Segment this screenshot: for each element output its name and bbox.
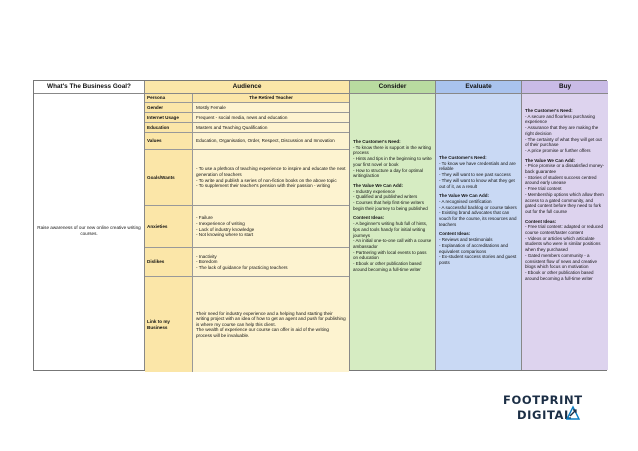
audience-row-values [145, 133, 349, 150]
audience-row-link-to-business [145, 277, 349, 372]
audience-row-internet-usage [145, 113, 349, 123]
footprint-arrow-icon [565, 405, 581, 421]
audience-row-label: Persona [145, 94, 193, 102]
audience-row-label: Education [145, 123, 193, 132]
evaluate-value-list: - A recognised certification - A successful backlog or course takers - Existing brand advocates that can vouch for the course, its resources and teachers [439, 198, 517, 227]
buy-value-heading: The Value We Can Add: [525, 157, 576, 163]
audience-row-label: Goals/Wants [145, 150, 193, 205]
column-audience [145, 81, 350, 370]
audience-row-label: Link to my Business [145, 277, 193, 372]
logo-line-2: DIGITAL [517, 408, 572, 422]
audience-row-label: Dislikes [145, 248, 193, 276]
consider-value-heading: The Value We Can Add: [353, 182, 404, 188]
logo-line-1: FOOTPRINT [503, 393, 583, 407]
audience-row-label: Anxieties [145, 206, 193, 247]
audience-row-value: Masters and Teaching Qualification [193, 123, 349, 132]
audience-row-anxieties [145, 206, 349, 248]
consider-content-list: - A beginner's writing hub full of hints, tips and tools handy for initial writing journeys - An initial one-to-one call with a course ambassador - Partnering with local events to pass on education - Ebook or other publication based around becoming a full-time writer [353, 221, 432, 272]
audience-row-gender [145, 103, 349, 113]
audience-row-label: Values [145, 133, 193, 149]
consider-content-heading: Content Ideas: [353, 215, 385, 221]
buy-content-list: - Free trial content: adapted or reduced course content/taster content - Videos or articles which articulate students who were in similar positions when they purchased - Gated members community - a consistent flow of news and creative blogs which focus on motivation - Ebook or other publication based around becoming a full-time writer [525, 224, 604, 281]
buy-need-list: - A secure and floorless purchasing experience - Assurance that they are making the right decision - The certainty of what they will get out of their purchase - A price promise or further offers [525, 113, 602, 153]
funnel-table [33, 80, 607, 371]
evaluate-need-list: - To know we have credentials and are reliable - They will want to see past success - They will want to know what they get out of it, as a result [439, 160, 516, 189]
business-goal-text: Raise awareness of our new online creative writing courses. [37, 225, 141, 237]
audience-row-value: Mostly Female [193, 103, 349, 112]
buy-need-heading: The Customer's Need: [525, 108, 573, 113]
header-consider: Consider [350, 81, 435, 94]
header-audience: Audience [145, 81, 349, 94]
header-evaluate: Evaluate [436, 81, 521, 94]
consider-need-list: - To know there is support in the writing process - Hints and tips in the beginning to write your first novel or book - How to structure a day for optimal writing/action [353, 144, 432, 179]
column-business-goal [34, 81, 145, 370]
footprint-digital-logo [503, 393, 598, 429]
evaluate-value-heading: The Value We Can Add: [439, 193, 490, 199]
column-buy [522, 81, 608, 370]
audience-table [145, 94, 349, 370]
header-business-goal: What's The Business Goal? [34, 81, 144, 94]
column-evaluate [436, 81, 522, 370]
audience-row-label: Gender [145, 103, 193, 112]
evaluate-content-list: - Reviews and testimonials - Explanation of accreditations and equivalent comparisons - Ex-student success stories and guest posts [439, 237, 517, 265]
audience-row-label: Internet Usage [145, 113, 193, 122]
audience-row-value: - Inactivity - Boredom - The lack of guidance for practicing teachers [193, 248, 349, 276]
audience-row-value: Their need for industry experience and a helping hand starting their writing project with an idea of how to get an agent and push for publishing is where my course can help this client. The wealth of experience our course can offer in aid of the writing process will be invaluable. [193, 277, 349, 372]
audience-row-persona [145, 94, 349, 103]
audience-row-dislikes [145, 248, 349, 277]
consider-text [353, 139, 432, 272]
header-buy: Buy [522, 81, 608, 94]
evaluate-need-heading: The Customer's Need: [439, 155, 487, 160]
audience-row-value: Frequent - social media, news and education [193, 113, 349, 122]
audience-row-education [145, 123, 349, 133]
consider-value-list: - Industry experience - Qualified and published writers - Courses that help first-time writers begin their journey to being published [353, 188, 428, 211]
consider-need-heading: The Customer's Need: [353, 139, 401, 144]
evaluate-content-heading: Content Ideas: [439, 231, 471, 237]
audience-row-value: - Failure - Inexperience of writing - Lack of industry knowledge - Not knowing where to start [193, 206, 349, 247]
buy-value-list: - Price promise or a dissatisfied money-back guarantee - Stories of student success centred around early unease - Free trial content - Membership options which allow them access to a gated community, and gated content before they need to fork out for the full course [525, 163, 605, 214]
audience-row-value: Education, Organisation, Order, Respect, Discussion and Innovation [193, 133, 349, 149]
audience-row-goals-wants [145, 150, 349, 206]
column-consider [350, 81, 436, 370]
audience-row-value: The Retired Teacher [193, 94, 349, 102]
evaluate-text [439, 155, 518, 266]
audience-row-value: - To use a plethora of teaching experience to inspire and educate the next generation of teachers - To write and publish a series of non-fiction books on the above topic - To supplement their teacher's pension with their passion - writing [193, 150, 349, 205]
buy-content-heading: Content Ideas: [525, 218, 557, 224]
buy-text [525, 108, 605, 281]
